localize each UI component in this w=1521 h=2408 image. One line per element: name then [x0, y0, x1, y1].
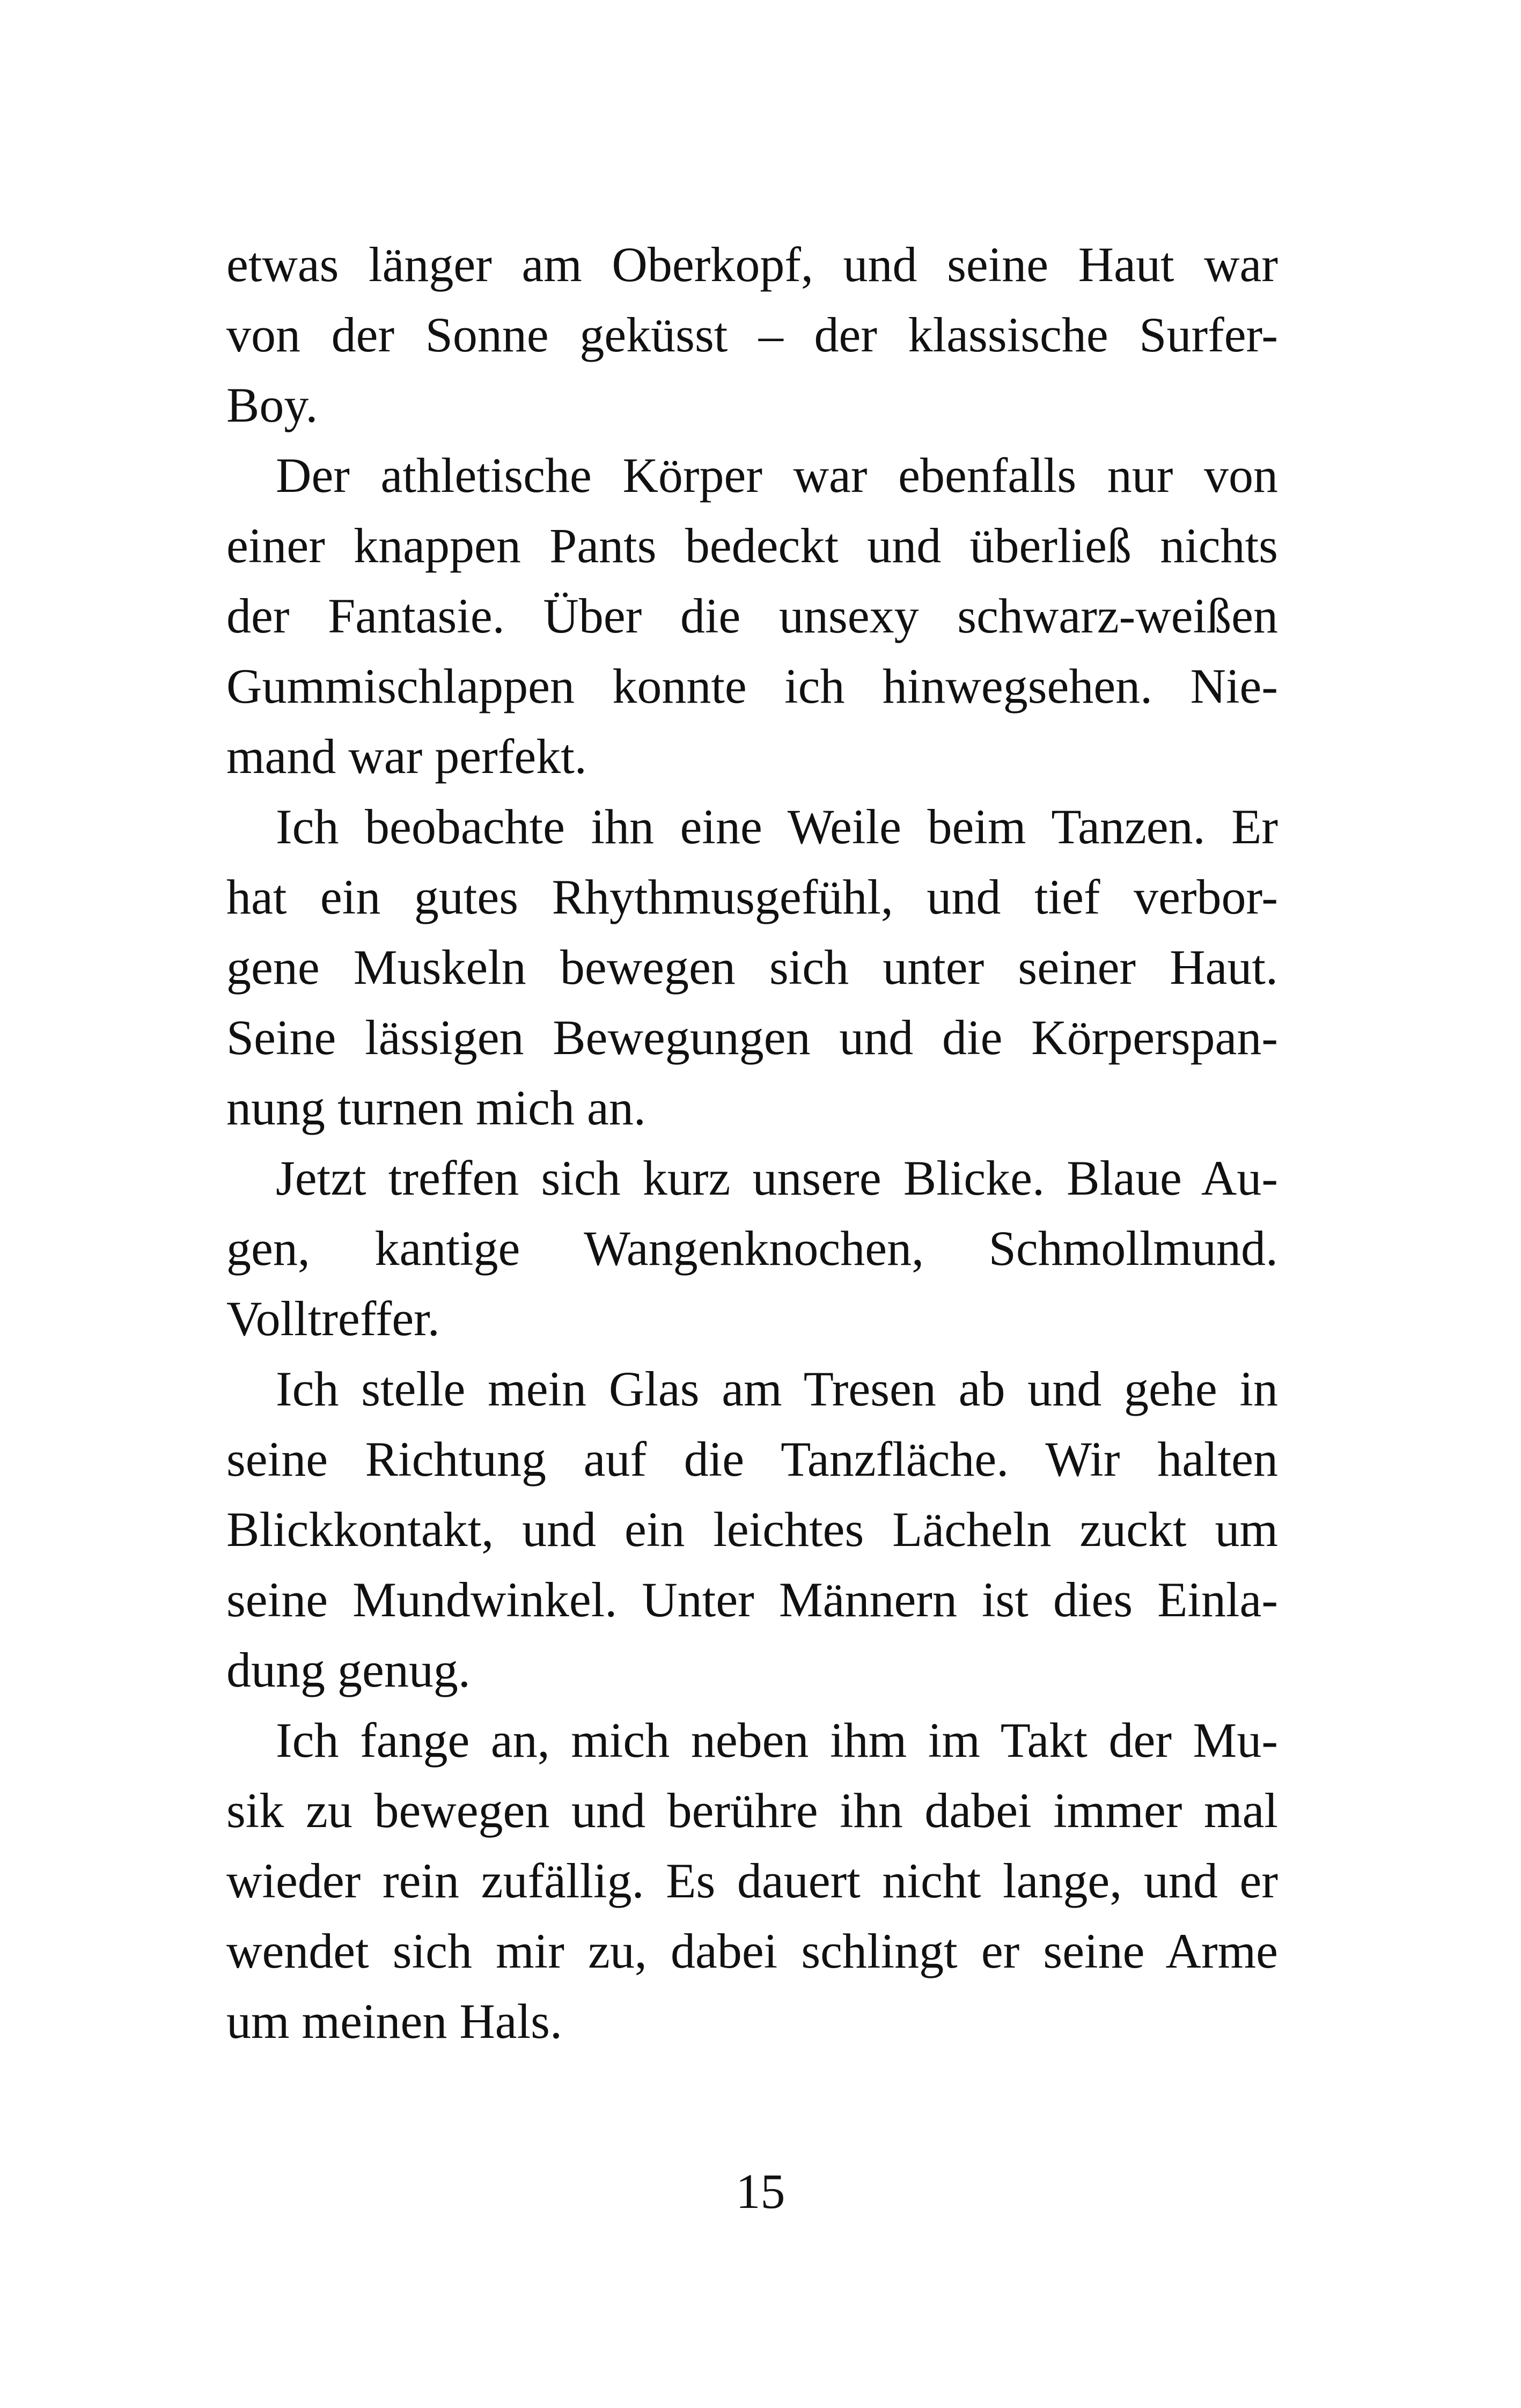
text-line: Boy. [226, 378, 318, 432]
text-line: Der athletische Körper war ebenfalls nur von [276, 448, 1278, 503]
text-line: Jetzt treffen sich kurz unsere Blicke. Blaue Au- [276, 1151, 1278, 1205]
text-line: Ich stelle mein Glas am Tresen ab und gehe in [276, 1361, 1278, 1416]
text-line: Volltreffer. [226, 1291, 440, 1346]
text-line: um meinen Hals. [226, 1994, 562, 2049]
text-line: der Fantasie. Über die unsexy schwarz-weißen [226, 588, 1278, 643]
text-line: seine Richtung auf die Tanzfläche. Wir halten [226, 1432, 1278, 1486]
text-line: Gummischlappen konnte ich hinwegsehen. Nie- [226, 659, 1278, 713]
body-text [226, 230, 1278, 2057]
text-line: gen, kantige Wangenknochen, Schmollmund. [226, 1221, 1278, 1276]
text-line: Ich beobachte ihn eine Weile beim Tanzen. Er [276, 799, 1278, 854]
text-line: wendet sich mir zu, dabei schlingt er seine Arme [226, 1924, 1278, 1978]
text-line: Blickkontakt, und ein leichtes Lächeln zuckt um [226, 1502, 1278, 1557]
text-line: mand war perfekt. [226, 729, 587, 784]
text-line: etwas länger am Oberkopf, und seine Haut war [226, 237, 1278, 292]
text-line: dung genug. [226, 1643, 471, 1697]
text-line: seine Mundwinkel. Unter Männern ist dies Einla- [226, 1572, 1278, 1627]
text-line: nung turnen mich an. [226, 1080, 646, 1135]
text-line: gene Muskeln bewegen sich unter seiner Haut. [226, 940, 1278, 995]
text-line: hat ein gutes Rhythmusgefühl, und tief verbor- [226, 870, 1278, 924]
page-number: 15 [736, 2164, 785, 2219]
text-line: sik zu bewegen und berühre ihn dabei immer mal [226, 1783, 1278, 1838]
text-line: Seine lässigen Bewegungen und die Körperspan- [226, 1010, 1278, 1065]
text-line: von der Sonne geküsst – der klassische Surfer- [226, 307, 1278, 362]
text-line: Ich fange an, mich neben ihm im Takt der Mu- [276, 1713, 1278, 1768]
text-line: wieder rein zufällig. Es dauert nicht lange, und er [226, 1853, 1278, 1908]
text-line: einer knappen Pants bedeckt und überließ nichts [226, 518, 1278, 573]
